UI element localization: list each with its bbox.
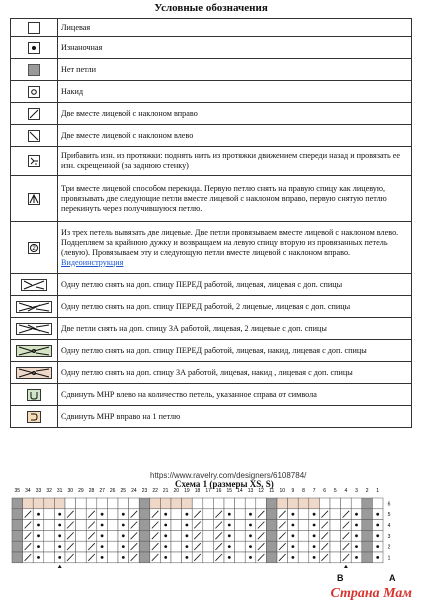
purl-dot [376, 524, 379, 527]
purl-dot [249, 556, 252, 559]
purl-dot [313, 513, 316, 516]
three-together-icon [11, 176, 58, 222]
purl-dot [355, 545, 358, 548]
legend-row [11, 103, 412, 125]
purl-dot [355, 534, 358, 537]
chart-cell [76, 498, 87, 509]
chart-cell [12, 552, 23, 563]
legend-text: Две петли снять на доп. спицу ЗА работой, лицевая, 2 лицевые с доп. спицы [58, 318, 412, 340]
url-overlay[interactable]: https://www.ravelry.com/designers/6108784/ [150, 471, 307, 480]
column-number: 2 [365, 488, 369, 494]
purl-dot [376, 534, 379, 537]
column-number: 23 [141, 488, 148, 494]
chart-cell [235, 520, 246, 531]
legend-row [11, 125, 412, 147]
legend-title: Условные обозначения [154, 2, 268, 14]
chart-cell [266, 541, 277, 552]
chart-cell [139, 509, 150, 520]
purl-dot [292, 524, 295, 527]
purl-dot [313, 556, 316, 559]
chart-cell [330, 552, 341, 563]
purl-dot [228, 556, 231, 559]
purl-dot [164, 556, 167, 559]
legend-row [11, 318, 412, 340]
column-number: 14 [237, 488, 243, 494]
chart-cell [97, 498, 108, 509]
legend-row [11, 222, 412, 274]
chart-cell [235, 509, 246, 520]
purl-dot [101, 545, 104, 548]
chart-cell [330, 498, 341, 509]
chart-cell [76, 530, 87, 541]
chart-cell [298, 541, 309, 552]
gray-square-icon [11, 59, 58, 81]
purl-dot [186, 556, 189, 559]
chart-cell [203, 541, 214, 552]
purl-dot [228, 513, 231, 516]
legend-text: Одну петлю снять на доп. спицу ПЕРЕД работой, 2 лицевые, лицевая с доп. спицы [58, 296, 412, 318]
purl-dot [186, 513, 189, 516]
purl-dot [376, 556, 379, 559]
purl-dot [164, 513, 167, 516]
purl-dot [376, 545, 379, 548]
purl-dot [355, 556, 358, 559]
chart-cell [76, 509, 87, 520]
chart-cell [129, 498, 140, 509]
column-number: 27 [99, 488, 105, 494]
purl-dot [164, 545, 167, 548]
chart-cell [44, 520, 55, 531]
chart-cell [298, 552, 309, 563]
legend-text: Изнаночная [58, 37, 412, 59]
purl-dot [101, 534, 104, 537]
column-number: 19 [184, 488, 190, 494]
chart-cell [107, 530, 118, 541]
chart-cell [160, 498, 171, 509]
watermark-logo: Страна Мам [330, 586, 412, 601]
chart-cell [12, 541, 23, 552]
chart-cell [362, 530, 373, 541]
legend-row [11, 340, 412, 362]
legend-row [11, 362, 412, 384]
chart-cell [44, 530, 55, 541]
purl-dot [313, 545, 316, 548]
chart-cell [107, 552, 118, 563]
circle-icon [11, 81, 58, 103]
chart-cell [330, 541, 341, 552]
legend-text: Лицевая [58, 19, 412, 37]
legend-text: Одну петлю снять на доп. спицу ПЕРЕД работой, лицевая, накид, лицевая с доп. спицы [58, 340, 412, 362]
column-number: 3 [355, 488, 358, 494]
row-number: 4 [387, 523, 391, 529]
legend-text: Одну петлю снять на доп. спицу ПЕРЕД работой, лицевая, лицевая с доп. спицы [58, 274, 412, 296]
chart-cell [224, 498, 235, 509]
chart-cell [256, 498, 267, 509]
chart-cell [235, 552, 246, 563]
column-number: 4 [344, 488, 348, 494]
purl-dot [122, 524, 125, 527]
chart-cell [213, 498, 224, 509]
chart-cell [203, 552, 214, 563]
purl-dot [186, 524, 189, 527]
purl-dot [164, 534, 167, 537]
chart-cell [266, 509, 277, 520]
purl-dot [186, 545, 189, 548]
purl-dot [249, 513, 252, 516]
column-number: 33 [35, 488, 42, 494]
chart-cell [12, 520, 23, 531]
chart-cell [266, 498, 277, 509]
chart-cell [203, 509, 214, 520]
svg-text:2: 2 [32, 245, 36, 252]
chart-cell [23, 498, 34, 509]
make-one-purl-icon [11, 147, 58, 176]
chart-cell [139, 552, 150, 563]
chart-cell [277, 498, 288, 509]
chart-cell [33, 498, 44, 509]
column-number: 21 [162, 488, 169, 494]
purl-dot [101, 513, 104, 516]
chart-cell [298, 509, 309, 520]
purl-dot [37, 534, 40, 537]
chart-cell [266, 530, 277, 541]
knitting-chart [6, 484, 408, 568]
column-number: 26 [109, 488, 116, 494]
chart-cell [362, 498, 373, 509]
chart-cell [171, 530, 182, 541]
row-number: 2 [387, 544, 391, 551]
cable-2-2-back-icon [11, 318, 58, 340]
chart-cell [288, 498, 299, 509]
chart-cell [171, 552, 182, 563]
column-number: 5 [333, 488, 337, 494]
purl-dot [122, 513, 125, 516]
column-number: 28 [88, 488, 95, 494]
purl-dot [313, 524, 316, 527]
column-number: 11 [269, 488, 275, 494]
legend-row [11, 81, 412, 103]
chart-cell [44, 552, 55, 563]
chart-cell [139, 530, 150, 541]
purl-dot [313, 534, 316, 537]
chart-cell [235, 541, 246, 552]
video-instruction-link[interactable]: Видеоинструкция [61, 257, 124, 267]
chart-cell [44, 509, 55, 520]
legend-row [11, 147, 412, 176]
column-number: 29 [78, 488, 84, 494]
chart-cell [12, 509, 23, 520]
chart-cell [171, 509, 182, 520]
column-number: 12 [258, 488, 264, 494]
purl-dot [292, 513, 295, 516]
column-number: 1 [376, 488, 380, 494]
chart-cell [351, 498, 362, 509]
purl-dot [122, 556, 125, 559]
column-number: 13 [247, 488, 254, 494]
column-number: 30 [67, 488, 74, 494]
marker-arrowhead [343, 565, 349, 568]
chart-cell [44, 541, 55, 552]
column-number: 17 [205, 488, 211, 494]
purl-dot [37, 556, 40, 559]
purl-dot [58, 556, 61, 559]
column-number: 31 [56, 488, 63, 494]
column-number: 10 [279, 488, 286, 494]
chart-cell [12, 498, 23, 509]
purl-dot [249, 524, 252, 527]
chart-cell [266, 552, 277, 563]
cable-front-yo-icon [11, 340, 58, 362]
legend-text: Сдвинуть МНР влево на количество петель, указанное справа от символа [58, 384, 412, 406]
chart-cell [245, 498, 256, 509]
chart-cell [54, 498, 65, 509]
shift-marker-left-icon [11, 384, 58, 406]
chart-cell [298, 520, 309, 531]
legend-table [10, 18, 412, 428]
chart-cell [298, 530, 309, 541]
column-number: 6 [323, 488, 327, 494]
cable-back-yo-icon [11, 362, 58, 384]
purl-dot [292, 556, 295, 559]
two-from-three-icon [11, 222, 58, 274]
cable-2-1-front-icon [11, 296, 58, 318]
purl-dot [292, 534, 295, 537]
row-number: 6 [387, 501, 391, 508]
chart-cell [171, 541, 182, 552]
legend-row [11, 274, 412, 296]
cable-1-1-front-icon [11, 274, 58, 296]
chart-cell [203, 498, 214, 509]
purl-dot [58, 545, 61, 548]
purl-dot [58, 513, 61, 516]
chart-cell [76, 552, 87, 563]
legend-row [11, 384, 412, 406]
purl-dot [228, 534, 231, 537]
column-number: 9 [291, 488, 295, 494]
chart-cell [362, 520, 373, 531]
purl-dot [355, 513, 358, 516]
chart-cell [107, 498, 118, 509]
purl-dot [249, 534, 252, 537]
chart-cell [171, 498, 182, 509]
marker-arrowhead [57, 565, 63, 568]
purl-dot [58, 524, 61, 527]
chart-cell [107, 541, 118, 552]
column-number: 25 [120, 488, 127, 494]
chart-cell [362, 541, 373, 552]
column-number: 34 [25, 488, 31, 494]
marker-a-label: A [389, 573, 396, 583]
legend-text: Прибавить изн. из протяжки: поднять нить из протяжки движением спереди назад и провязать ее изн. скрещенной (за заднюю стенку) [58, 147, 412, 176]
chart-cell [330, 520, 341, 531]
legend-row [11, 176, 412, 222]
chart-cell [12, 530, 23, 541]
blank-square-icon [11, 19, 58, 37]
chart-cell [139, 520, 150, 531]
chart-cell [76, 541, 87, 552]
purl-dot [249, 545, 252, 548]
column-number: 8 [302, 488, 305, 494]
purl-dot [101, 556, 104, 559]
column-number: 22 [152, 488, 158, 494]
row-number: 3 [387, 533, 391, 540]
column-number: 18 [194, 488, 201, 494]
shift-marker-right-icon [11, 406, 58, 428]
legend-row [11, 296, 412, 318]
chart-cell [65, 498, 76, 509]
purl-dot [355, 524, 358, 527]
chart-cell [319, 498, 330, 509]
chart-cell [107, 520, 118, 531]
chart-cell [139, 498, 150, 509]
column-number: 32 [46, 488, 52, 494]
purl-dot [37, 524, 40, 527]
chart-cell [298, 498, 309, 509]
legend-row [11, 37, 412, 59]
chart-cell [76, 520, 87, 531]
chart-cell [86, 498, 97, 509]
legend-text: Три вместе лицевой способом перекида. Первую петлю снять на правую спицу как лицевую, провязывать две следующие петли вместе лицевой с наклоном вправо, первую снятую петлю перекинуть через получившуюся петлю. [58, 176, 412, 222]
slash-left-icon [11, 125, 58, 147]
chart-cell [192, 498, 203, 509]
purl-dot [164, 524, 167, 527]
column-number: 20 [173, 488, 180, 494]
column-number: 15 [226, 488, 233, 494]
column-number: 16 [215, 488, 222, 494]
column-number: 35 [14, 488, 21, 494]
column-number: 24 [131, 488, 137, 494]
chart-cell [266, 520, 277, 531]
legend-row [11, 59, 412, 81]
purl-dot [292, 545, 295, 548]
chart-cell [203, 530, 214, 541]
legend-row [11, 406, 412, 428]
purl-dot [228, 545, 231, 548]
purl-dot [101, 524, 104, 527]
chart-cell [203, 520, 214, 531]
row-number: 1 [387, 555, 391, 562]
legend-text [58, 222, 412, 274]
purl-dot [37, 513, 40, 516]
chart-title: Схема 1 (размеры XS, S) [175, 479, 274, 489]
dot-icon [11, 37, 58, 59]
chart-cell [330, 509, 341, 520]
chart-cell [171, 520, 182, 531]
purl-dot [122, 534, 125, 537]
legend-text: Сдвинуть МНР вправо на 1 петлю [58, 406, 412, 428]
chart-cell [235, 530, 246, 541]
slash-right-icon [11, 103, 58, 125]
legend-text: Нет петли [58, 59, 412, 81]
row-number: 5 [387, 512, 391, 519]
legend-text: Две вместе лицевой с наклоном влево [58, 125, 412, 147]
chart-cell [372, 498, 383, 509]
chart-cell [341, 498, 352, 509]
chart-cell [118, 498, 129, 509]
legend-text-body: Из трех петель вывязать две лицевые. Две петли провязываем вместе лицевой с наклоном влево. Подцепляем за крайнюю дужку и возвращаем на левую спицу вторую из провязанных петель (левую). Провязываем эту и следующую петли вместе лицевой с наклоном вправо. [61, 227, 399, 257]
chart-cell [235, 498, 246, 509]
purl-dot [58, 534, 61, 537]
chart-cell [362, 509, 373, 520]
legend-row [11, 19, 412, 37]
purl-dot [186, 534, 189, 537]
chart-cell [44, 498, 55, 509]
chart-cell [182, 498, 193, 509]
purl-dot [122, 545, 125, 548]
legend-text: Две вместе лицевой с наклоном вправо [58, 103, 412, 125]
purl-dot [37, 545, 40, 548]
marker-b-label: B [337, 573, 344, 583]
chart-cell [107, 509, 118, 520]
purl-dot [228, 524, 231, 527]
chart-cell [309, 498, 320, 509]
chart-cell [150, 498, 161, 509]
purl-dot [376, 513, 379, 516]
column-number: 7 [312, 488, 316, 494]
chart-cell [330, 530, 341, 541]
chart-cell [139, 541, 150, 552]
legend-text: Одну петлю снять на доп. спицу ЗА работой, лицевая, накид , лицевая с доп. спицы [58, 362, 412, 384]
chart-cell [362, 552, 373, 563]
legend-text: Накид [58, 81, 412, 103]
